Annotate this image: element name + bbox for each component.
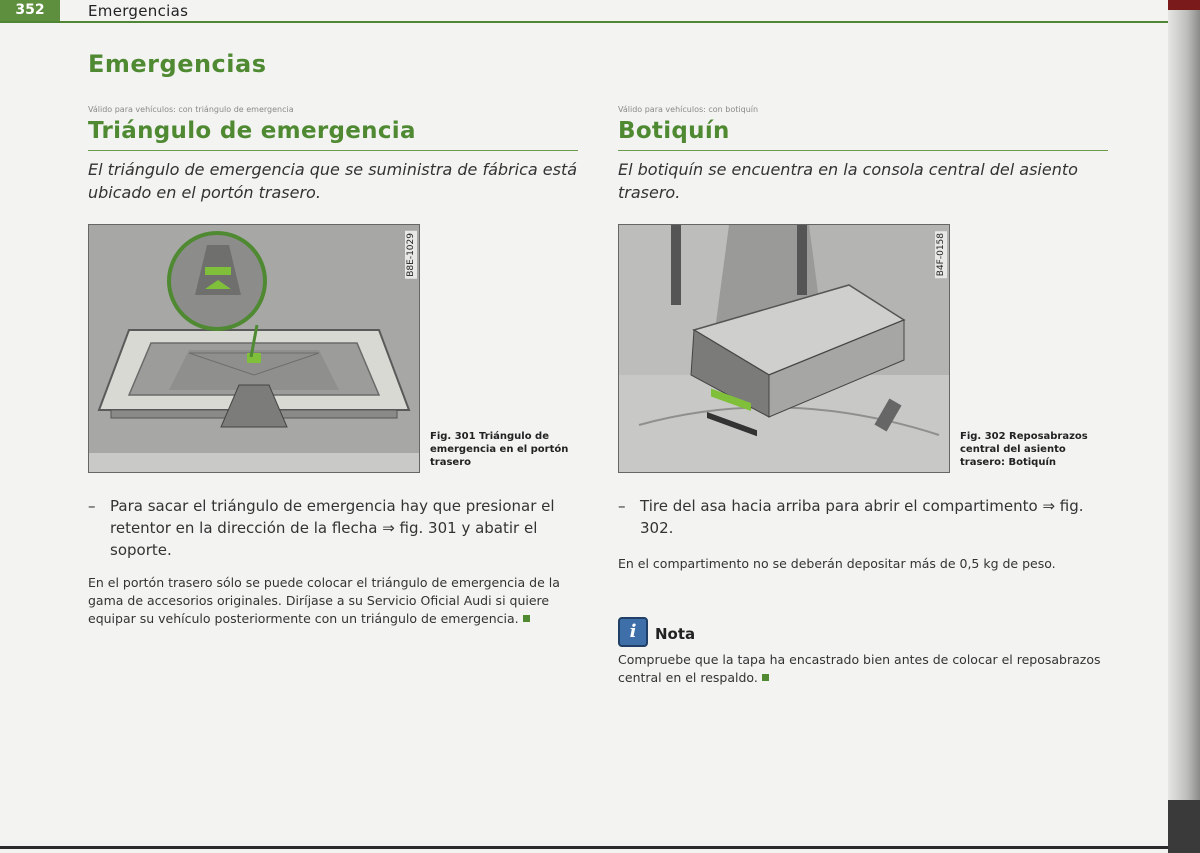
left-lead-text: El triángulo de emergencia que se suministra de fábrica está ubicado en el portón trasero.	[88, 160, 578, 202]
armrest-illustration	[619, 225, 949, 472]
figure-302-armrest	[618, 224, 950, 473]
left-validity-note: Válido para vehículos: con triángulo de emergencia	[88, 105, 294, 114]
step-dash: –	[88, 497, 96, 515]
figure-302-caption: Fig. 302 Reposabrazos central del asiento trasero: Botiquín	[960, 431, 1088, 468]
left-section-rule	[88, 150, 578, 151]
page-corner	[1168, 800, 1200, 853]
figure-301-caption: Fig. 301 Triángulo de emergencia en el portón trasero	[430, 431, 569, 468]
figure-code: B4F-0158	[936, 233, 946, 277]
right-lead-text: El botiquín se encuentra en la consola central del asiento trasero.	[618, 160, 1078, 202]
right-section-rule	[618, 150, 1108, 151]
right-validity-note: Válido para vehículos: con botiquín	[618, 105, 759, 114]
end-of-section-mark	[762, 674, 769, 681]
end-of-section-mark	[523, 615, 530, 622]
step-dash: –	[618, 497, 626, 515]
note-paragraph: Compruebe que la tapa ha encastrado bien antes de colocar el reposabrazos central en el respaldo.	[618, 652, 1101, 685]
page-edge	[1168, 0, 1200, 853]
header-rule	[0, 21, 1168, 23]
info-icon: i	[618, 617, 648, 647]
note-title: Nota	[655, 625, 696, 643]
running-title: Emergencias	[88, 2, 189, 20]
step-text: Para sacar el triángulo de emergencia hay que presionar el retentor en la dirección de la flecha ⇒ fig. 301 y abatir el soporte.	[110, 497, 555, 559]
right-body-text: En el compartimento no se deberán depositar más de 0,5 kg de peso.	[618, 556, 1056, 571]
right-section-title: Botiquín	[618, 118, 730, 144]
triangle-illustration	[89, 225, 419, 472]
left-section-title: Triángulo de emergencia	[88, 118, 416, 144]
right-instruction-step	[618, 495, 1098, 539]
left-instruction-step	[88, 495, 578, 561]
footer-rule	[0, 846, 1168, 849]
left-body-text	[88, 574, 568, 628]
page-title: Emergencias	[88, 50, 267, 78]
page-number: 352	[0, 0, 60, 21]
figure-code: B8E-1029	[406, 233, 416, 277]
note-text	[618, 651, 1110, 687]
left-body-paragraph: En el portón trasero sólo se puede colocar el triángulo de emergencia de la gama de accesorios originales. Diríjase a su Servicio Oficial Audi si quiere equipar su vehículo posteriormente con un triángulo de emergencia.	[88, 575, 560, 626]
figure-301-triangle	[88, 224, 420, 473]
step-text: Tire del asa hacia arriba para abrir el compartimento ⇒ fig. 302.	[640, 497, 1084, 537]
